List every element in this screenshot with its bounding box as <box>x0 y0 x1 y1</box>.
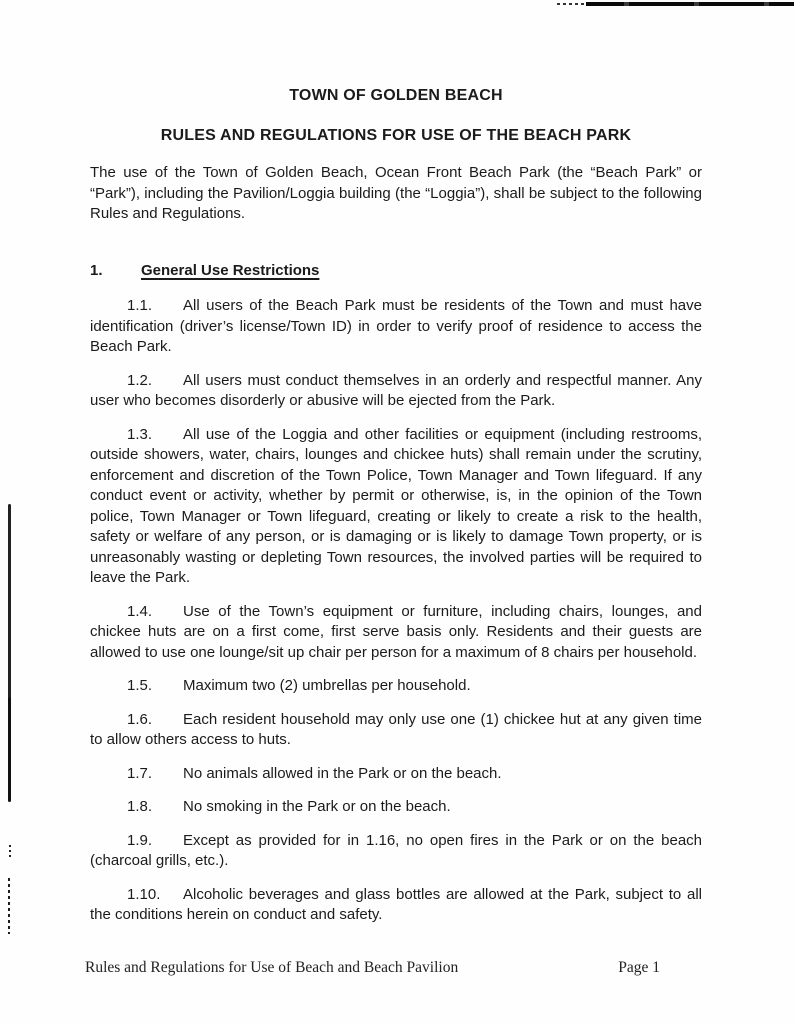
document-content <box>85 86 702 976</box>
rule-paragraph <box>90 602 702 664</box>
rule-paragraph <box>90 710 702 751</box>
rules-list <box>90 296 702 926</box>
rule-number: 1.3. <box>127 425 153 443</box>
section-number: 1. <box>90 261 103 279</box>
rule-text: All users of the Beach Park must be residents of the Town and must have identification (driver’s license/Town ID) in order to verify proof of residence to access the Beach Park. <box>90 297 702 355</box>
rule-paragraph <box>90 764 702 785</box>
rule-paragraph <box>90 371 702 412</box>
section-heading <box>90 261 702 282</box>
rule-paragraph <box>90 797 702 818</box>
document-title: TOWN OF GOLDEN BEACH <box>289 87 503 104</box>
rule-number: 1.6. <box>127 710 153 728</box>
scan-artifact-top-line <box>586 2 794 6</box>
page-footer <box>85 958 660 979</box>
rule-number: 1.9. <box>127 831 153 849</box>
footer-document-name: Rules and Regulations for Use of Beach and Beach Pavilion <box>85 959 459 976</box>
scan-artifact-top-dots <box>557 3 587 5</box>
rule-text: Except as provided for in 1.16, no open fires in the Park or on the beach (charcoal grills, etc.). <box>90 831 702 869</box>
rule-paragraph <box>90 885 702 926</box>
scan-artifact-left-dashes-lower <box>8 878 10 934</box>
scan-artifact-left-dashes-upper <box>9 845 11 859</box>
rule-paragraph <box>90 425 702 589</box>
rule-text: No animals allowed in the Park or on the beach. <box>183 764 502 782</box>
rule-number: 1.8. <box>127 798 153 815</box>
rule-number: 1.4. <box>127 602 153 620</box>
rule-number: 1.1. <box>127 297 153 314</box>
rule-text: No smoking in the Park or on the beach. <box>183 798 451 815</box>
rule-number: 1.7. <box>127 764 153 782</box>
rule-text: All users must conduct themselves in an orderly and respectful manner. Any user who becomes disorderly or abusive will be ejected from the Park. <box>90 371 702 409</box>
rule-number: 1.10. <box>127 885 161 903</box>
rule-number: 1.2. <box>127 371 153 389</box>
document-subtitle: RULES AND REGULATIONS FOR USE OF THE BEACH PARK <box>160 126 632 144</box>
rule-text: All use of the Loggia and other facilities or equipment (including restrooms, outside showers, water, chairs, lounges and chickee huts) shall remain under the scrutiny, enforcement and discretion of the Town Police, Town Manager and Town lifeguard. If any conduct event or activity, whether by permit or otherwise, is, in the opinion of the Town police, Town Manager or Town lifeguard, creating or likely to create a risk to the health, safety or welfare of any person, or is damaging or is likely to damage Town property, or is unreasonably wasting or depleting Town resources, the involved parties will be required to leave the Park. <box>90 425 702 586</box>
rule-paragraph <box>90 676 702 697</box>
rule-text: Use of the Town’s equipment or furniture, including chairs, lounges, and chickee huts are on a first come, first serve basis only. Residents and their guests are allowed to use one lounge/sit up chair per person for a maximum of 8 chairs per household. <box>90 602 702 661</box>
section-title: General Use Restrictions <box>141 261 320 279</box>
intro-paragraph: The use of the Town of Golden Beach, Ocean Front Beach Park (the “Beach Park” or “Park”), including the Pavilion/Loggia building (the “Loggia”), shall be subject to the following Rules and Regulations. <box>90 164 702 222</box>
rule-paragraph <box>90 296 702 358</box>
rule-text: Alcoholic beverages and glass bottles are allowed at the Park, subject to all the conditions herein on conduct and safety. <box>90 885 702 923</box>
rule-text: Maximum two (2) umbrellas per household. <box>183 677 471 694</box>
rule-text: Each resident household may only use one (1) chickee hut at any given time to allow others access to huts. <box>90 710 702 748</box>
rule-paragraph <box>90 831 702 872</box>
scan-artifact-left-line <box>8 504 11 802</box>
footer-page-number: Page 1 <box>618 959 660 976</box>
rule-number: 1.5. <box>127 677 153 694</box>
